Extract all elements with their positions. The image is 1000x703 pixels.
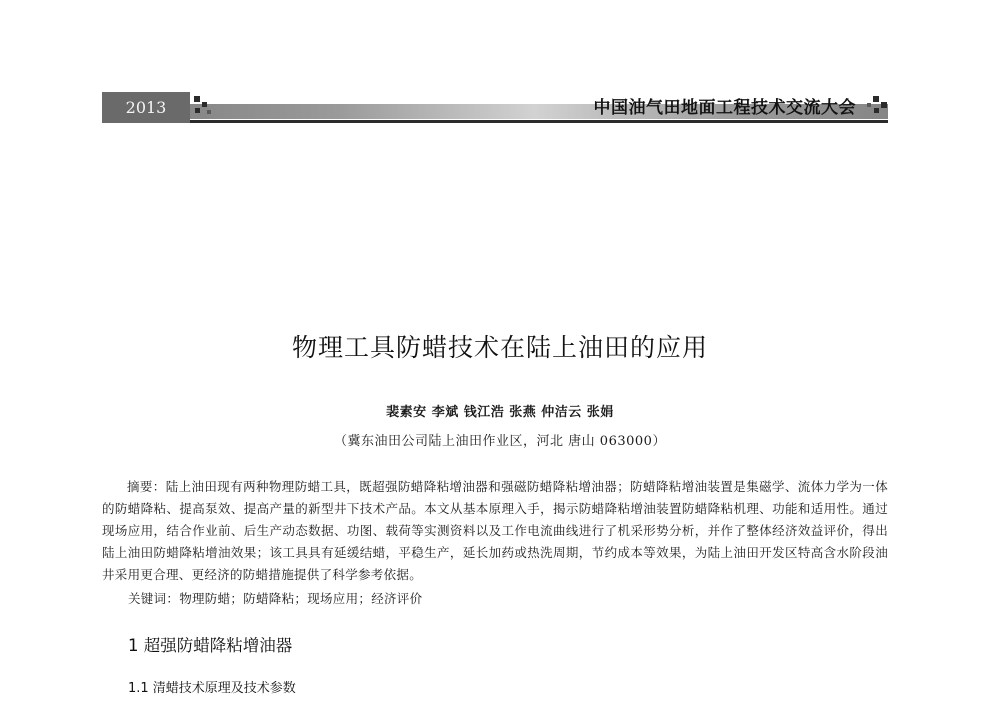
ornament-square bbox=[194, 96, 200, 102]
ornament-square bbox=[195, 108, 200, 113]
ornament-square bbox=[873, 96, 879, 102]
header-rule bbox=[102, 120, 888, 123]
author-list: 裴素安 李斌 钱江浩 张燕 仲洁云 张娟 bbox=[386, 405, 614, 420]
ornament-square bbox=[874, 108, 879, 113]
ornament-square bbox=[881, 102, 887, 108]
header-year: 2013 bbox=[102, 92, 190, 123]
ornament-square bbox=[207, 110, 211, 114]
keywords: 关键词：物理防蜡；防蜡降粘；现场应用；经济评价 bbox=[128, 591, 423, 606]
paper-title: 物理工具防蜡技术在陆上油田的应用 bbox=[291, 333, 708, 362]
conference-name: 中国油气田地面工程技术交流大会 bbox=[593, 98, 856, 118]
ornament-square bbox=[867, 103, 871, 107]
subsection-heading: 1.1 清蜡技术原理及技术参数 bbox=[128, 681, 296, 696]
affiliation: （冀东油田公司陆上油田作业区，河北 唐山 063000） bbox=[334, 434, 666, 449]
running-header bbox=[102, 90, 888, 125]
section-heading: 1 超强防蜡降粘增油器 bbox=[128, 636, 293, 655]
ornament-square bbox=[202, 102, 207, 107]
abstract: 摘要：陆上油田现有两种物理防蜡工具，既超强防蜡降粘增油器和强磁防蜡降粘增油器；防蜡降粘增油装置是集磁学、流体力学为一体的防蜡降粘、提高泵效、提高产量的新型井下技术产品。本文从基本原理入手，揭示防蜡降粘增油装置防蜡降粘机理、功能和适用性。通过现场应用，结合作业前、后生产动态数据、功图、载荷等实测资料以及工作电流曲线进行了机采形势分析，并作了整体经济效益评价，得出陆上油田防蜡降粘增油效果；该工具具有延缓结蜡，平稳生产，延长加药或热洗周期，节约成本等效果，为陆上油田开发区特高含水阶段油井采用更合理、更经济的防蜡措施提供了科学参考依据。 bbox=[102, 479, 888, 582]
